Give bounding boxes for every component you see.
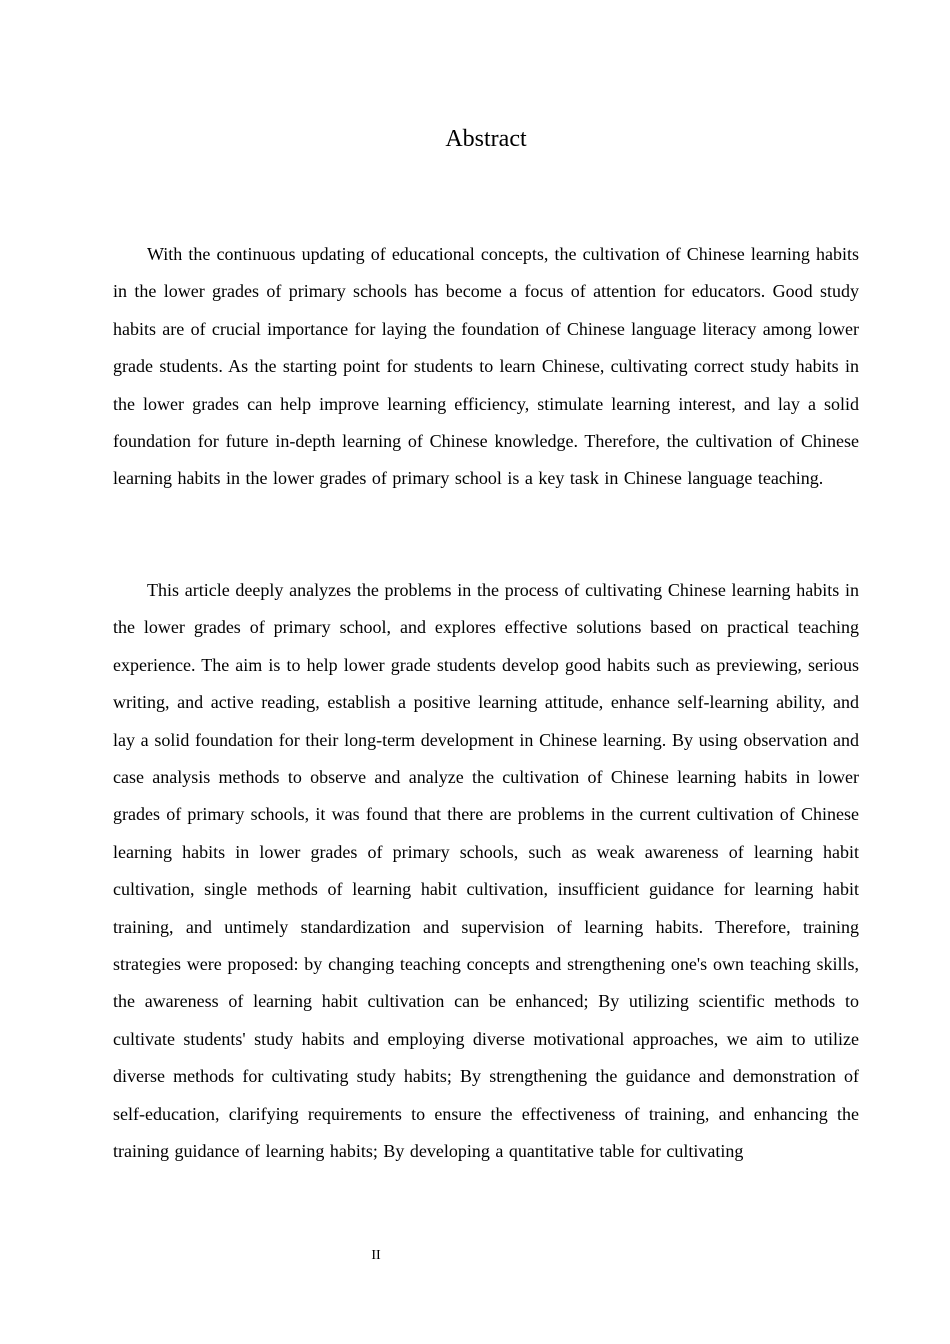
abstract-title: Abstract xyxy=(445,126,527,152)
abstract-paragraph-1: With the continuous updating of educational concepts, the cultivation of Chinese learning habits in the lower grades of primary schools has become a focus of attention for educators. Good study habits are of crucial importance for laying the foundation of Chinese language literacy among lower grade students. As the starting point for students to learn Chinese, cultivating correct study habits in the lower grades can help improve learning efficiency, stimulate learning interest, and lay a solid foundation for future in-depth learning of Chinese knowledge. Therefore, the cultivation of Chinese learning habits in the lower grades of primary school is a key task in Chinese language teaching. xyxy=(113,244,859,489)
abstract-paragraph-2: This article deeply analyzes the problems in the process of cultivating Chinese learning habits in the lower grades of primary school, and explores effective solutions based on practical teaching experience. The aim is to help lower grade students develop good habits such as previewing, serious writing, and active reading, establish a positive learning attitude, enhance self-learning ability, and lay a solid foundation for their long-term development in Chinese learning. By using observation and case analysis methods to observe and analyze the cultivation of Chinese learning habits in lower grades of primary schools, it was found that there are problems in the current cultivation of Chinese learning habits in lower grades of primary schools, such as weak awareness of learning habit cultivation, single methods of learning habit cultivation, insufficient guidance for learning habit training, and untimely standardization and supervision of learning habits. Therefore, training strategies were proposed: by changing teaching concepts and strengthening one's own teaching skills, the awareness of learning habit cultivation can be enhanced; By utilizing scientific methods to cultivate students' study habits and employing diverse motivational approaches, we aim to utilize diverse methods for cultivating study habits; By strengthening the guidance and demonstration of self-education, clarifying requirements to ensure the effectiveness of training, and enhancing the training guidance of learning habits; By developing a quantitative table for cultivating xyxy=(113,580,859,1162)
page-number: II xyxy=(371,1248,381,1263)
